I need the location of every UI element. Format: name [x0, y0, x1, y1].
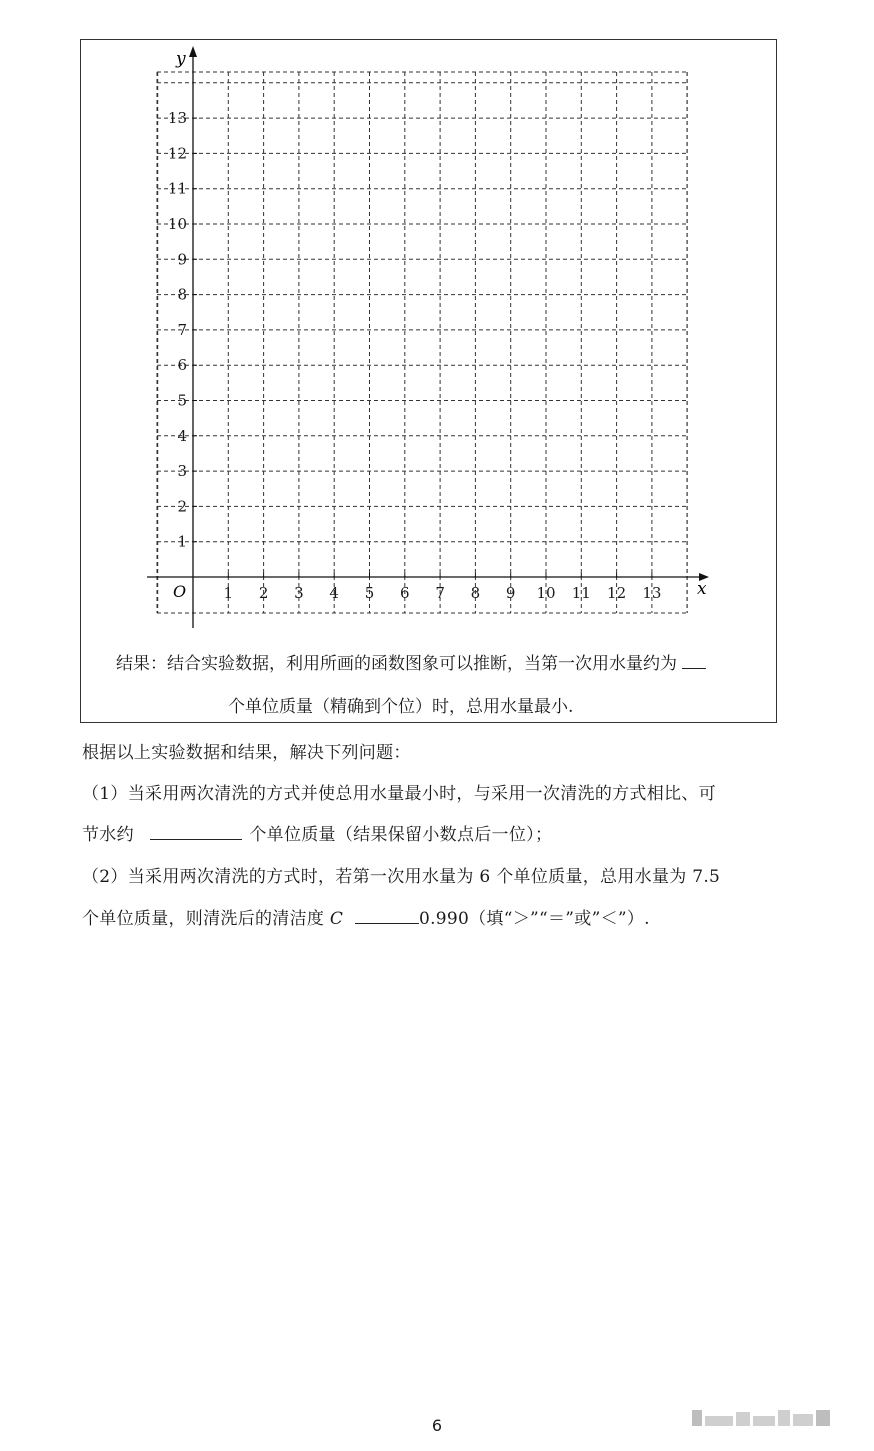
y-axis-arrow	[189, 46, 197, 57]
question-2-text-a: 个单位质量，则清洗后的清洁度	[82, 909, 325, 929]
axes	[147, 46, 709, 628]
x-tick-label: 2	[258, 584, 269, 602]
y-tick-label: 8	[177, 285, 187, 304]
x-axis-label: x	[697, 579, 707, 599]
y-tick-label: 12	[167, 144, 187, 163]
y-tick-label: 13	[167, 109, 187, 128]
x-tick-label: 5	[364, 584, 375, 602]
x-tick-label: 8	[470, 584, 481, 602]
y-tick-label: 7	[177, 320, 187, 339]
x-tick-label: 3	[294, 584, 304, 602]
y-tick-label: 4	[177, 426, 187, 445]
x-tick-label: 6	[400, 584, 410, 602]
watermark-bars-icon	[692, 1410, 830, 1426]
x-tick-label: 7	[435, 584, 445, 602]
x-tick-label: 9	[505, 584, 516, 602]
answer-blank-q1[interactable]	[150, 838, 242, 840]
x-tick-label: 1	[223, 584, 234, 602]
origin-label: O	[173, 582, 187, 601]
question-1-text-b: 个单位质量（结果保留小数点后一位）；	[249, 825, 553, 845]
grid-lines	[157, 72, 687, 613]
cleanliness-variable: C	[329, 909, 344, 929]
page-number: 6	[431, 1416, 443, 1435]
result-line-2: 个单位质量（精确到个位）时，总用水量最小.	[228, 697, 574, 717]
question-1-text-a: 节水约	[82, 825, 134, 845]
x-tick-label: 11	[571, 584, 591, 602]
question-2-line-2	[82, 904, 650, 929]
y-tick-label: 1	[177, 532, 187, 551]
result-text-1: 结果：结合实验数据，利用所画的函数图象可以推断，当第一次用水量约为	[116, 654, 677, 674]
y-tick-label: 5	[177, 391, 187, 410]
result-line-1	[116, 649, 706, 674]
x-tick-label: 4	[329, 584, 339, 602]
y-tick-label: 11	[167, 179, 187, 198]
question-2-text-b: 0.990（填“＞”“＝”或”＜”）.	[418, 909, 650, 929]
question-1-line-2	[82, 820, 552, 845]
x-tick-label: 12	[607, 584, 627, 602]
coordinate-grid	[0, 0, 874, 640]
y-tick-label: 10	[167, 215, 187, 233]
y-tick-label: 3	[177, 462, 187, 481]
x-tick-label: 13	[642, 584, 662, 602]
y-tick-label: 2	[177, 497, 187, 516]
tick-labels	[168, 109, 662, 602]
intro-text: 根据以上实验数据和结果，解决下列问题：	[82, 743, 411, 763]
y-tick-label: 6	[177, 356, 187, 375]
question-2-line-1: （2）当采用两次清洗的方式时，若第一次用水量为 6 个单位质量，总用水量为 7.5	[82, 867, 721, 887]
question-1-line-1: （1）当采用两次清洗的方式并使总用水量最小时，与采用一次清洗的方式相比、可	[82, 784, 716, 804]
y-tick-label: 9	[177, 250, 187, 269]
y-axis-label: y	[176, 49, 186, 69]
answer-blank-min-water[interactable]	[682, 667, 706, 669]
answer-blank-q2[interactable]	[355, 922, 419, 924]
x-tick-label: 10	[536, 584, 556, 602]
